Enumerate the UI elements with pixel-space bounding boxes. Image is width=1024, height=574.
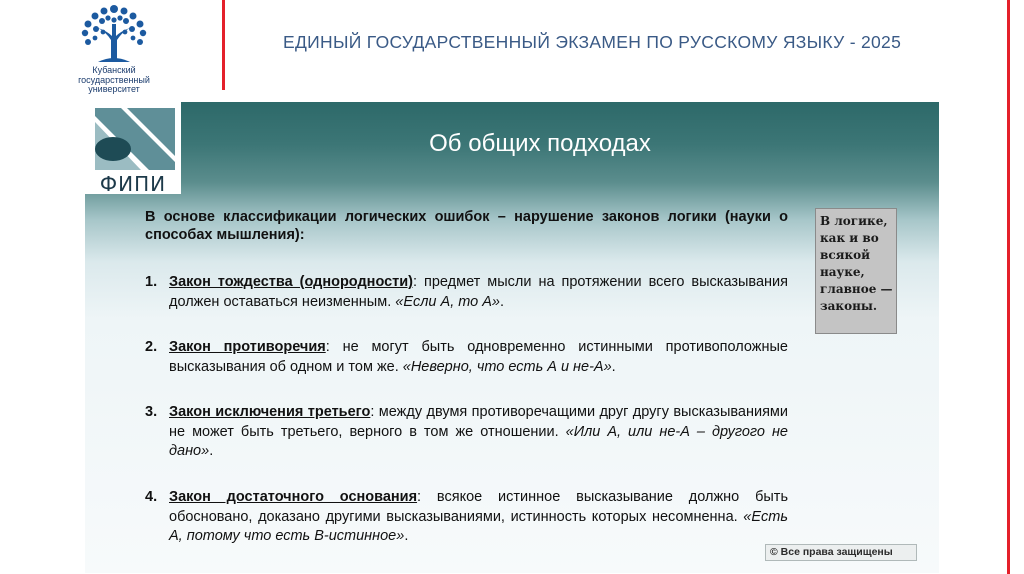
university-name: [62, 66, 166, 95]
law-body: [169, 273, 788, 312]
fipi-label: ФИПИ: [99, 172, 167, 196]
tree-emblem-icon: [76, 2, 152, 66]
law-body: [169, 338, 788, 377]
university-name-line: Кубанский: [92, 65, 136, 75]
right-edge-divider: [1007, 0, 1010, 574]
law-tail: .: [404, 528, 409, 544]
law-tail: .: [611, 358, 616, 375]
law-example: «Или А, или не-А – другого не дано»: [169, 423, 788, 459]
intro-text: В основе классификации логических ошибок – нарушение законов логики (науки о способах мышления):: [145, 209, 788, 243]
law-example: «Есть А, потому что есть В-истинное»: [169, 508, 788, 544]
slide-title: Об общих подходах: [429, 130, 651, 157]
side-note: В логике, как и во всякой науке, главное — законы.: [815, 208, 897, 334]
university-name-line: университет: [88, 84, 140, 94]
law-body: [169, 488, 788, 547]
law-example: «Если А, то А»: [395, 293, 500, 310]
law-number: 3.: [145, 404, 158, 420]
law-name: Закон противоречия: [169, 339, 326, 355]
law-item: [145, 273, 788, 312]
law-body: [169, 403, 788, 462]
law-number: 1.: [145, 274, 158, 290]
header-title: ЕДИНЫЙ ГОСУДАРСТВЕННЫЙ ЭКЗАМЕН ПО РУССКОМУ ЯЗЫКУ - 2025: [283, 32, 902, 52]
law-tail: .: [500, 293, 505, 310]
law-text: : не могут быть одновременно истинными противоположные высказывания об одном и том же.: [169, 339, 788, 375]
law-name: Закон тождества (однородности): [169, 274, 414, 290]
header-divider: [222, 0, 225, 90]
law-number: 2.: [145, 339, 158, 355]
slide-panel: [85, 102, 939, 573]
law-text: : между двумя противоречащими друг другу высказываниями не может быть третьего, верного в том же отношении.: [169, 404, 788, 440]
law-text: : всякое истинное высказывание должно быть обосновано, доказано другими высказываниями, истинность которых несомненна.: [169, 489, 788, 525]
law-item: [145, 488, 788, 547]
law-item: [145, 338, 788, 377]
law-tail: .: [209, 443, 214, 459]
university-name-line: государственный: [78, 74, 150, 85]
university-logo: [62, 2, 166, 98]
law-example: «Неверно, что есть А и не-А»: [402, 358, 612, 375]
fipi-logo: [85, 102, 181, 194]
law-name: Закон исключения третьего: [169, 404, 371, 420]
law-name: Закон достаточного основания: [169, 489, 418, 505]
law-number: 4.: [145, 489, 158, 505]
law-item: [145, 403, 788, 462]
law-text: : предмет мысли на протяжении всего высказывания должен оставаться неизменным.: [169, 274, 788, 310]
copyright-label: © Все права защищены: [765, 544, 917, 561]
